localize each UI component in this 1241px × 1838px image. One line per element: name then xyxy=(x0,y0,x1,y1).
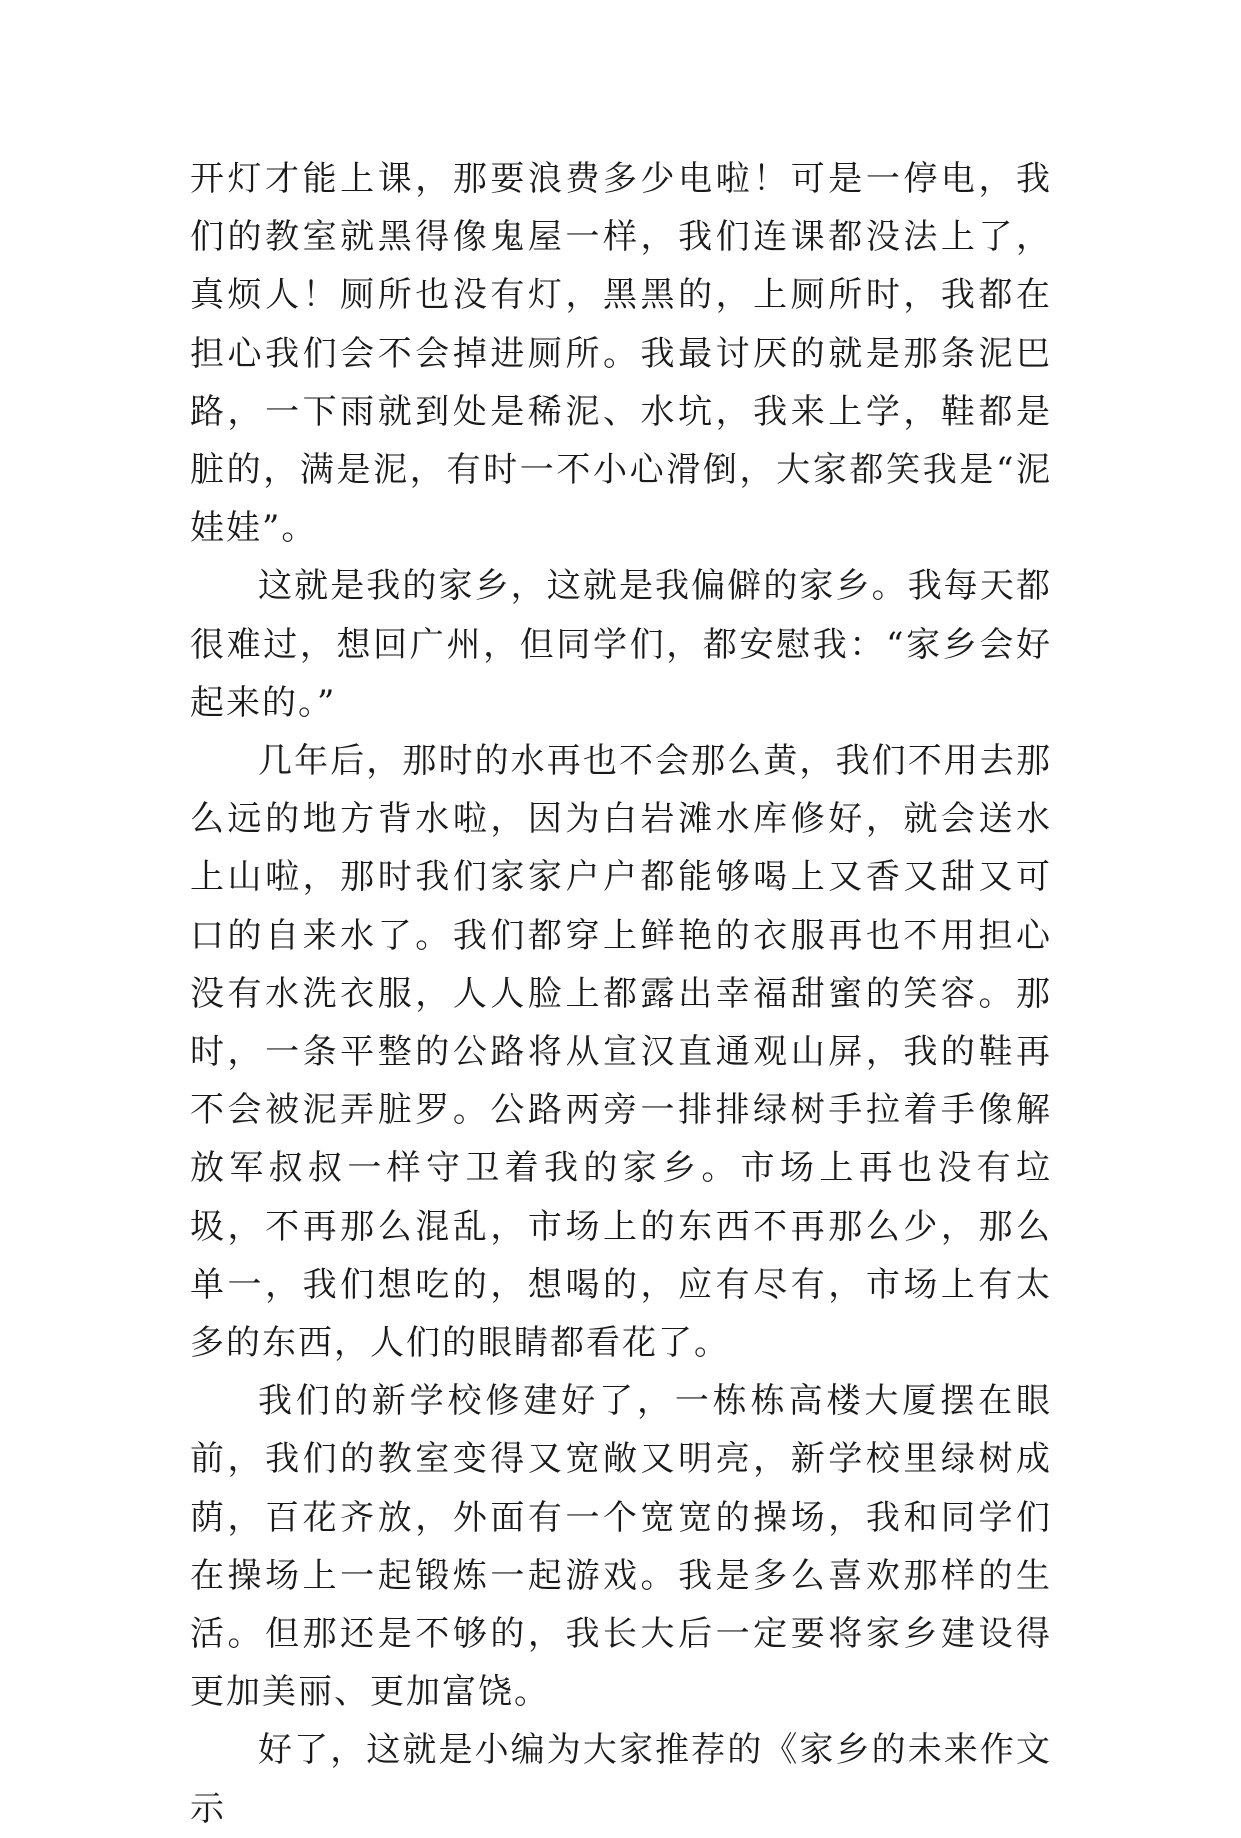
paragraph-continued: 开灯才能上课，那要浪费多少电啦！可是一停电，我们的教室就黑得像鬼屋一样，我们连课都没法上了，真烦人！厕所也没有灯，黑黑的，上厕所时，我都在担心我们会不会掉进厕所。我最讨厌的就是那条泥巴路，一下雨就到处是稀泥、水坑，我来上学，鞋都是脏的，满是泥，有时一不小心滑倒，大家都笑我是“泥娃娃”。 xyxy=(190,159,1052,549)
article-body xyxy=(190,150,1052,1838)
paragraph: 好了，这就是小编为大家推荐的《家乡的未来作文示 xyxy=(190,1730,1052,1829)
paragraph: 我们的新学校修建好了，一栋栋高楼大厦摆在眼前，我们的教室变得又宽敞又明亮，新学校里绿树成荫，百花齐放，外面有一个宽宽的操场，我和同学们在操场上一起锻炼一起游戏。我是多么喜欢那样的生活。但那还是不够的，我长大后一定要将家乡建设得更加美丽、更加富饶。 xyxy=(190,1381,1052,1713)
paragraph: 几年后，那时的水再也不会那么黄，我们不用去那么远的地方背水啦，因为白岩滩水库修好，就会送水上山啦，那时我们家家户户都能够喝上又香又甜又可口的自来水了。我们都穿上鲜艳的衣服再也不用担心没有水洗衣服，人人脸上都露出幸福甜蜜的笑容。那时，一条平整的公路将从宣汉直通观山屏，我的鞋再不会被泥弄脏罗。公路两旁一排排绿树手拉着手像解放军叔叔一样守卫着我的家乡。市场上再也没有垃圾，不再那么混乱，市场上的东西不再那么少，那么单一，我们想吃的，想喝的，应有尽有，市场上有太多的东西，人们的眼睛都看花了。 xyxy=(190,741,1052,1364)
paragraph: 这就是我的家乡，这就是我偏僻的家乡。我每天都很难过，想回广州，但同学们，都安慰我：“家乡会好起来的。” xyxy=(190,566,1052,723)
